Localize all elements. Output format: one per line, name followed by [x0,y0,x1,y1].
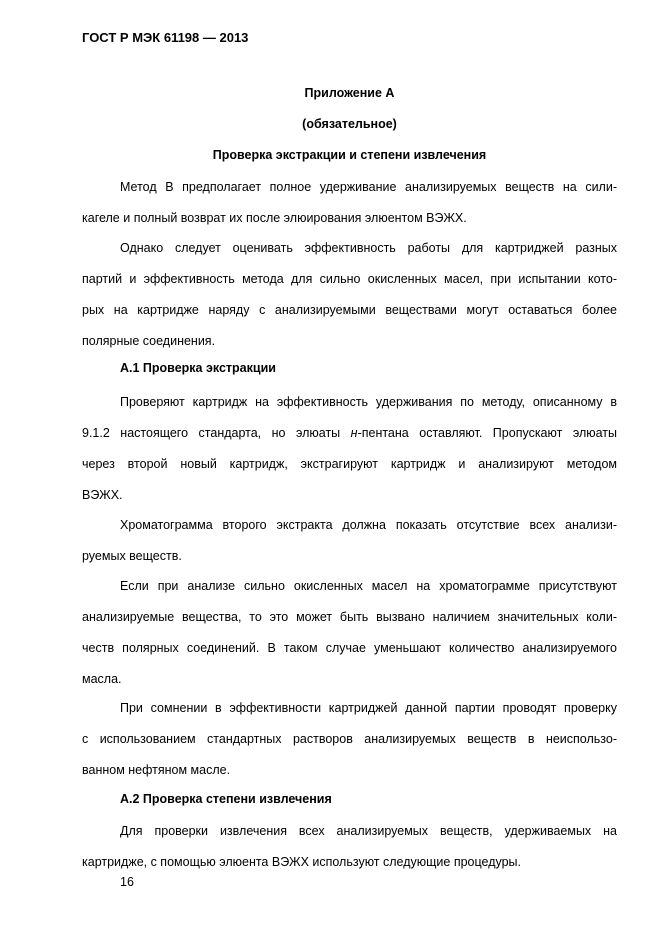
text-line: Для проверки извлечения всех анализируемых веществ, удерживаемых на [120,824,617,838]
section-a1-heading: А.1 Проверка экстракции [120,361,276,375]
text-line: масла. [82,672,122,686]
text-line: полярные соединения. [82,334,216,348]
text-line: Хроматограмма второго экстракта должна показать отсутствие всех анализи- [120,518,617,532]
text-line: с использованием стандартных растворов анализируемых веществ в неиспользо- [82,732,617,746]
section-a2-heading: А.2 Проверка степени извлечения [120,792,332,806]
appendix-status: (обязательное) [302,117,397,131]
text-line: кагеле и полный возврат их после элюирования элюентом ВЭЖХ. [82,211,467,225]
text-line: анализируемые вещества, то это может быть вызвано наличием значительных коли- [82,610,617,624]
appendix-title: Приложение А [304,86,395,100]
text-line: через второй новый картридж, экстрагируют картридж и анализируют методом [82,457,617,471]
paragraph-extraction-check [82,387,617,511]
text-line: рых на картридже наряду с анализируемыми веществами могут оставаться более [82,303,617,317]
page-number: 16 [120,875,134,889]
text-line: ВЭЖХ. [82,488,123,502]
text-fragment: 9.1.2 настоящего стандарта, но элюаты [82,426,351,440]
paragraph-oxidized-oils [82,571,617,695]
paragraph-chromatogram [82,510,617,572]
text-line: руемых веществ. [82,549,182,563]
paragraph-efficiency [82,233,617,357]
text-line [82,418,617,449]
italic-prefix: н [350,426,358,440]
text-line: честв полярных соединений. В таком случае уменьшают количество анализируемого [82,641,617,655]
paragraph-doubt-check [82,693,617,786]
appendix-heading: Проверка экстракции и степени извлечения [212,148,487,162]
text-line: Если при анализе сильно окисленных масел на хроматограмме присутствуют [120,579,617,593]
paragraph-recovery-check [82,816,617,878]
text-line: Метод В предполагает полное удерживание анализируемых веществ на сили- [120,180,617,194]
text-line: ванном нефтяном масле. [82,763,231,777]
text-line: Проверяют картридж на эффективность удерживания по методу, описанному в [120,395,617,409]
document-code: ГОСТ Р МЭК 61198 — 2013 [82,30,249,45]
text-line: При сомнении в эффективности картриджей данной партии проводят проверку [120,701,617,715]
text-line: партий и эффективность метода для сильно окисленных масел, при испытании кото- [82,272,617,286]
text-fragment: -пентана оставляют. Пропускают элюаты [357,426,617,440]
text-line: Однако следует оценивать эффективность работы для картриджей разных [120,241,617,255]
paragraph-method-b [82,172,617,234]
text-line: картридже, с помощью элюента ВЭЖХ используют следующие процедуры. [82,855,522,869]
